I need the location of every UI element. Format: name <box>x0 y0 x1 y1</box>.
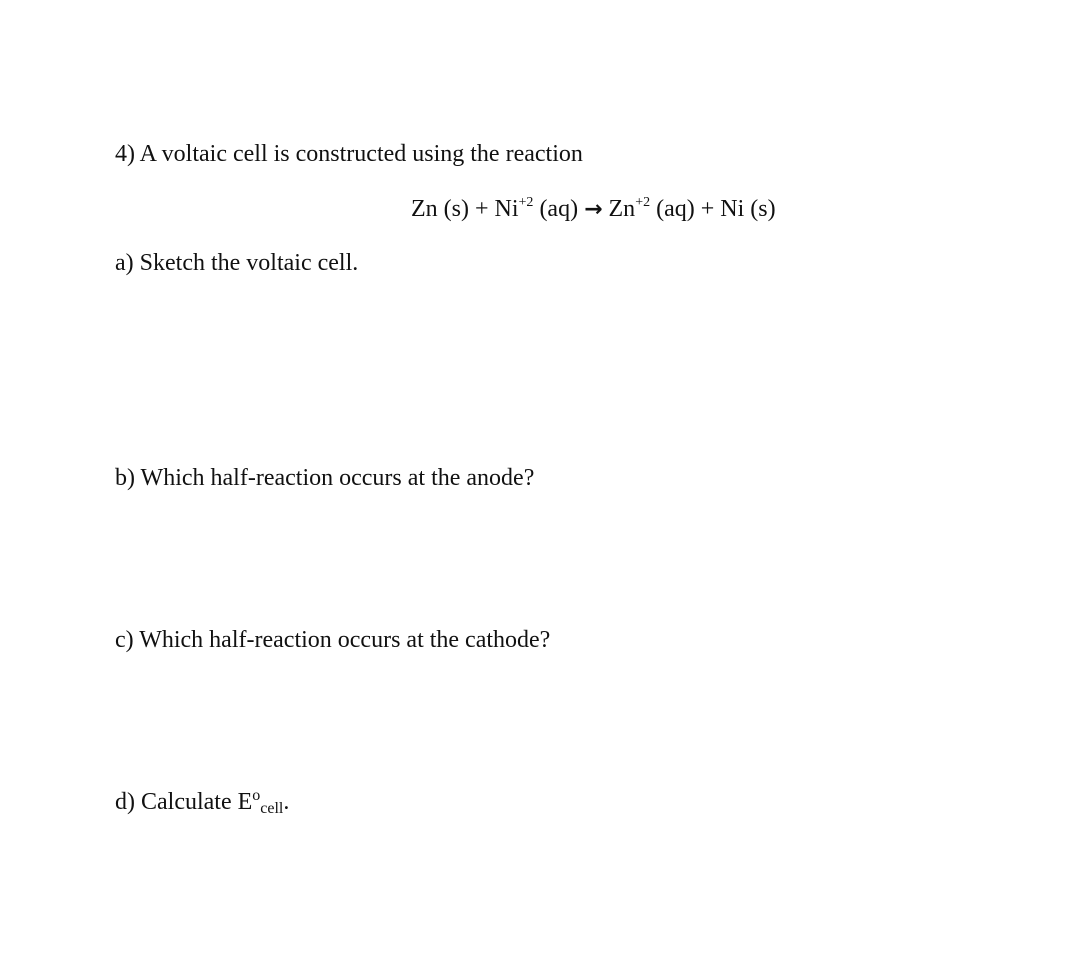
equation-reactants: Zn (s) + Ni <box>411 196 519 222</box>
part-c-prompt: c) Which half-reaction occurs at the cathode? <box>115 627 551 653</box>
part-b-prompt: b) Which half-reaction occurs at the anode? <box>115 465 535 491</box>
question-title: 4) A voltaic cell is constructed using the reaction <box>115 141 583 167</box>
cell-subscript: cell <box>260 800 284 817</box>
part-d-prompt <box>115 787 290 817</box>
standard-state-degree: o <box>252 787 261 804</box>
ni-charge: +2 <box>518 195 534 210</box>
part-d-text: d) Calculate E <box>115 789 253 815</box>
reaction-equation <box>411 197 776 221</box>
equation-product-zn: Zn <box>602 196 636 222</box>
equation-products-rest: (aq) + Ni (s) <box>650 196 776 222</box>
reaction-arrow-icon: → <box>584 197 603 222</box>
equation-reactant-state: (aq) <box>533 196 585 222</box>
part-a-prompt: a) Sketch the voltaic cell. <box>115 250 359 276</box>
zn-charge: +2 <box>635 195 651 210</box>
part-d-period: . <box>283 789 290 815</box>
